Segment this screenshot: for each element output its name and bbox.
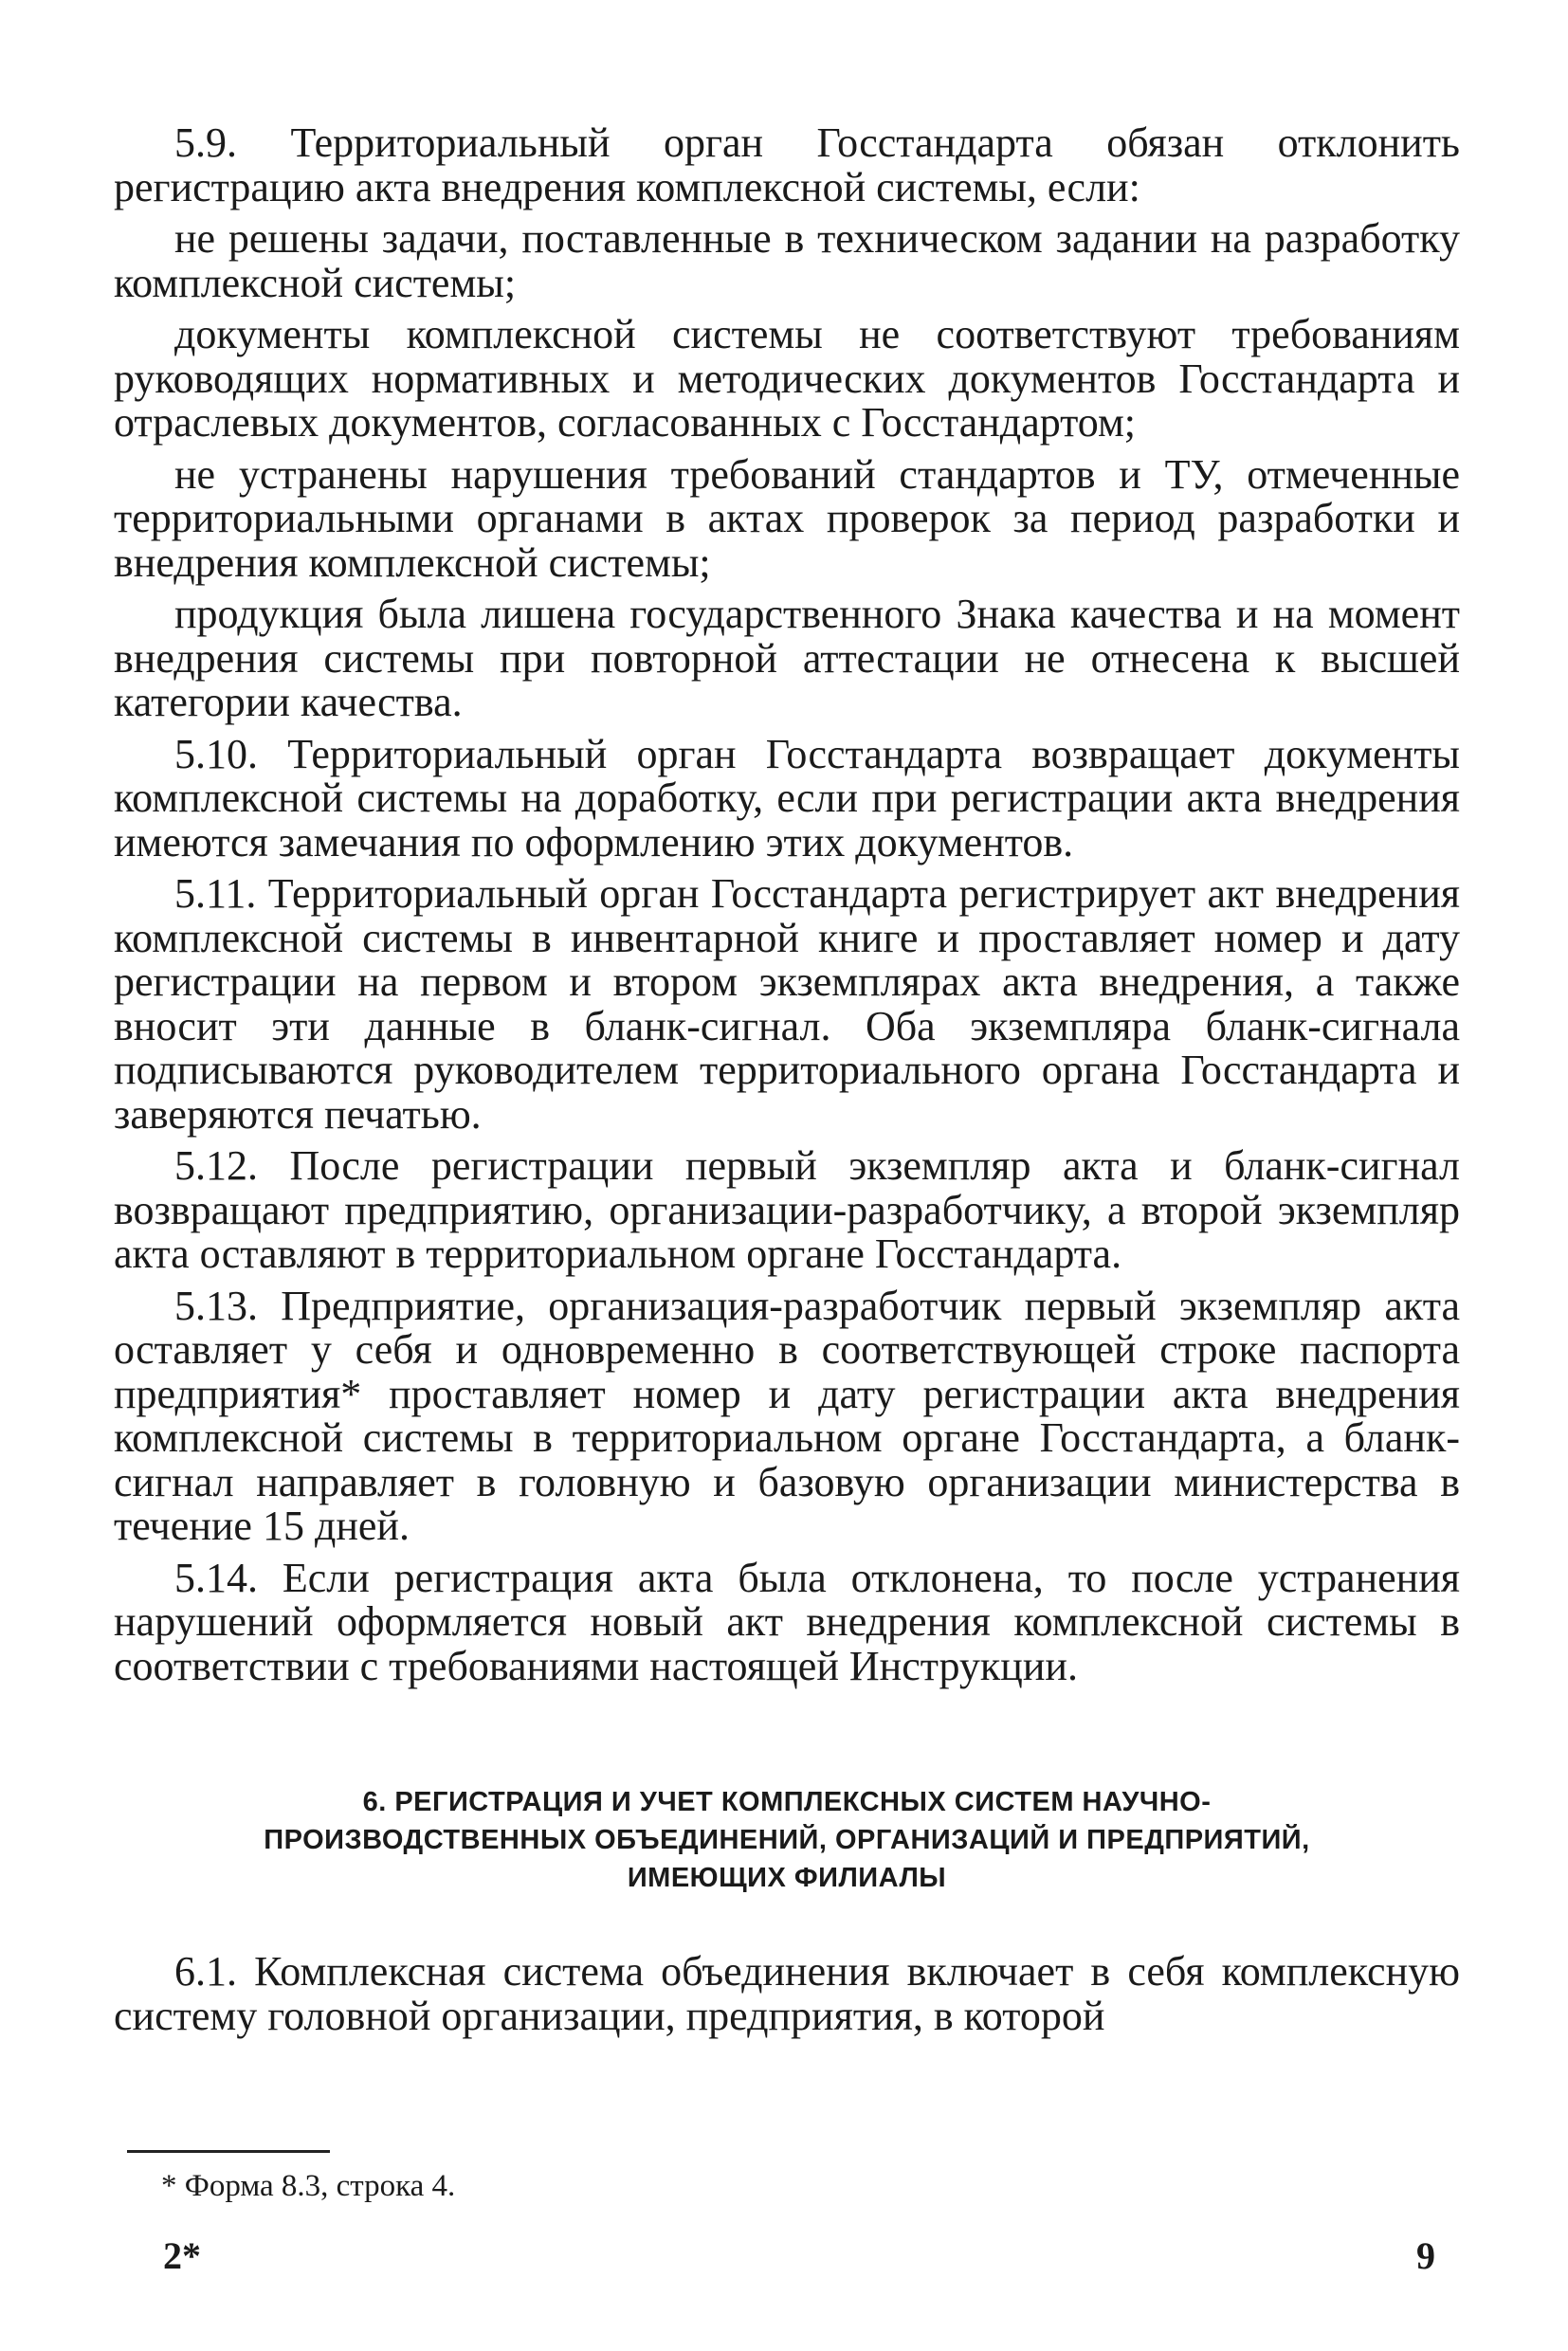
page-number: 9 <box>1416 2234 1435 2277</box>
paragraph-5-14: 5.14. Если регистрация акта была отклонена, то после устранения нарушений оформляется новый акт внедрения комплексной системы в соответствии с требованиями настоящей Инструкции. <box>114 1554 1460 1689</box>
paragraph-5-9: 5.9. Территориальный орган Госстандарта обязан отклонить регистрацию акта внедрения комплексной системы, если: <box>114 119 1460 210</box>
paragraph-5-9-item-3: не устранены нарушения требований стандартов и ТУ, отмеченные территориальными органами в актах проверок за период разработки и внедрения комплексной системы; <box>114 450 1460 586</box>
paragraph-6-1: 6.1. Комплексная система объединения включает в себя комплексную систему головной организации, предприятия, в которой <box>114 1948 1460 2039</box>
section-heading-line-3: ИМЕЮЩИХ ФИЛИАЛЫ <box>627 1863 947 1893</box>
section-heading-line-2: ПРОИЗВОДСТВЕННЫХ ОБЪЕДИНЕНИЙ, ОРГАНИЗАЦИЙ И ПРЕДПРИЯТИЙ, <box>264 1825 1310 1855</box>
section-heading-line-1: 6. РЕГИСТРАЦИЯ И УЧЕТ КОМПЛЕКСНЫХ СИСТЕМ НАУЧНО- <box>362 1787 1212 1817</box>
paragraph-5-9-item-2: документы комплексной системы не соответствуют требованиям руководящих нормативных и методических документов Госстандарта и отраслевых документов, согласованных с Госстандартом; <box>114 311 1460 446</box>
paragraph-5-12: 5.12. После регистрации первый экземпляр акта и бланк-сигнал возвращают предприятию, организации-разработчику, а второй экземпляр акта оставляют в территориальном органе Госстандарта. <box>114 1142 1460 1277</box>
section-heading <box>114 1783 1460 1897</box>
paragraph-5-9-item-1: не решены задачи, поставленные в техническом задании на разработку комплексной системы; <box>114 215 1460 306</box>
footnote: * Форма 8.3, строка 4. <box>161 2169 456 2203</box>
document-page <box>114 121 1460 2038</box>
footnote-divider <box>127 2150 330 2153</box>
paragraph-5-10: 5.10. Территориальный орган Госстандарта возвращает документы комплексной системы на доработку, если при регистрации акта внедрения имеются замечания по оформлению этих документов. <box>114 730 1460 866</box>
paragraph-5-11: 5.11. Территориальный орган Госстандарта регистрирует акт внедрения комплексной системы в инвентарной книге и проставляет номер и дату регистрации на первом и втором экземплярах акта внедрения, а также вносит эти данные в бланк-сигнал. Оба экземпляра бланк-сигнала подписываются руководителем территориального органа Госстандарта и заверяются печатью. <box>114 870 1460 1138</box>
paragraph-5-13: 5.13. Предприятие, организация-разработчик первый экземпляр акта оставляет у себя и одновременно в соответствующей строке паспорта предприятия* проставляет номер и дату регистрации акта внедрения комплексной системы в территориальном органе Госстандарта, а бланк-сигнал направляет в головную и базовую организации министерства в течение 15 дней. <box>114 1282 1460 1549</box>
signature-mark: 2* <box>163 2234 201 2277</box>
paragraph-5-9-item-4: продукция была лишена государственного Знака качества и на момент внедрения системы при повторной аттестации не отнесена к высшей категории качества. <box>114 591 1460 725</box>
